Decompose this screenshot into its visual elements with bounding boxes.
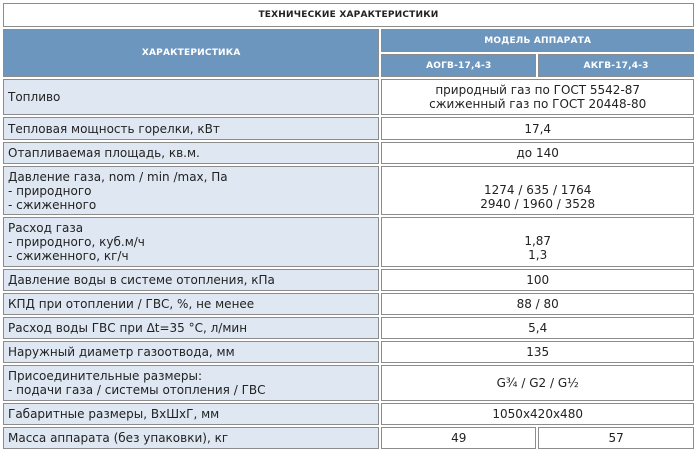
- row-value: [381, 142, 694, 164]
- row-value-line: 1,87: [524, 234, 552, 248]
- row-value-line: 1050х420х480: [492, 407, 583, 421]
- row-label: [3, 341, 379, 363]
- row-label-line: - сжиженного, кг/ч: [8, 249, 129, 263]
- row-value-line: 17,4: [524, 121, 552, 136]
- header-model-a: АОГВ-17,4-3: [381, 54, 536, 77]
- table-row: [3, 117, 694, 140]
- row-value: [381, 269, 694, 291]
- row-value-line: G¾ / G2 / G½: [496, 376, 579, 390]
- row-value-line: 5,4: [528, 321, 548, 335]
- row-label-line: Тепловая мощность горелки, кВт: [8, 121, 220, 136]
- table-row: [3, 142, 694, 164]
- header-row: [3, 29, 694, 52]
- row-value-line: 88 / 80: [516, 297, 559, 311]
- row-value-line: сжиженный газ по ГОСТ 20448-80: [429, 97, 647, 111]
- table-row: [3, 293, 694, 315]
- caption-row: [3, 3, 694, 27]
- row-value: [381, 293, 694, 315]
- table-row: [3, 403, 694, 425]
- row-value-line: 1274 / 635 / 1764: [484, 182, 592, 197]
- table-row: [3, 341, 694, 363]
- row-label: [3, 142, 379, 164]
- row-label: [3, 117, 379, 140]
- table-row: [3, 427, 694, 449]
- row-value: [381, 217, 694, 267]
- table-row: [3, 269, 694, 291]
- row-label-line: Присоединительные размеры:: [8, 369, 203, 383]
- header-characteristic: ХАРАКТЕРИСТИКА: [3, 29, 379, 77]
- spec-table: [1, 1, 696, 451]
- row-label-line: Топливо: [8, 90, 61, 104]
- row-label-line: Давление воды в системе отопления, кПа: [8, 273, 275, 287]
- row-label: [3, 427, 379, 449]
- row-label-line: - сжиженного: [8, 197, 97, 212]
- row-label: [3, 293, 379, 315]
- row-value: [381, 365, 694, 401]
- row-label: [3, 166, 379, 215]
- row-value: [381, 166, 694, 215]
- row-label: [3, 79, 379, 115]
- row-value-line: 100: [526, 273, 550, 287]
- row-value-line: 1,3: [528, 248, 548, 262]
- row-value: [381, 341, 694, 363]
- header-model: МОДЕЛЬ АППАРАТА: [381, 29, 694, 52]
- table-row: [3, 217, 694, 267]
- row-label-line: - природного, куб.м/ч: [8, 235, 145, 249]
- row-label-line: Давление газа, nom / min /max, Па: [8, 169, 228, 184]
- table-row: [3, 365, 694, 401]
- row-label-line: Расход газа: [8, 221, 84, 235]
- row-value-model-a: 49: [381, 427, 536, 449]
- row-value-line: 2940 / 1960 / 3528: [480, 196, 596, 211]
- row-value-line: до 140: [516, 146, 559, 160]
- row-label-line: Отапливаемая площадь, кв.м.: [8, 146, 200, 160]
- row-value: [381, 317, 694, 339]
- row-label: [3, 217, 379, 267]
- row-label: [3, 403, 379, 425]
- row-value-line: 135: [526, 345, 550, 359]
- row-label: [3, 317, 379, 339]
- row-label-line: Расход воды ГВС при Δt=35 °С, л/мин: [8, 321, 248, 335]
- row-label-line: Наружный диаметр газоотвода, мм: [8, 345, 235, 359]
- table-row: [3, 79, 694, 115]
- table-row: [3, 317, 694, 339]
- row-label-line: - подачи газа / системы отопления / ГВС: [8, 383, 266, 397]
- row-label-line: Масса аппарата (без упаковки), кг: [8, 431, 229, 445]
- row-label-line: КПД при отоплении / ГВС, %, не менее: [8, 297, 255, 311]
- row-label-line: Габаритные размеры, ВхШхГ, мм: [8, 407, 220, 421]
- row-value-line: природный газ по ГОСТ 5542-87: [435, 83, 641, 97]
- row-value-model-b: 57: [538, 427, 694, 449]
- table-row: [3, 166, 694, 215]
- row-value: [381, 403, 694, 425]
- header-model-b: АКГВ-17,4-3: [538, 54, 694, 77]
- table-title: ТЕХНИЧЕСКИЕ ХАРАКТЕРИСТИКИ: [3, 3, 694, 27]
- row-label: [3, 269, 379, 291]
- row-value: [381, 117, 694, 140]
- row-value: [381, 79, 694, 115]
- row-label-line: - природного: [8, 183, 92, 198]
- row-label: [3, 365, 379, 401]
